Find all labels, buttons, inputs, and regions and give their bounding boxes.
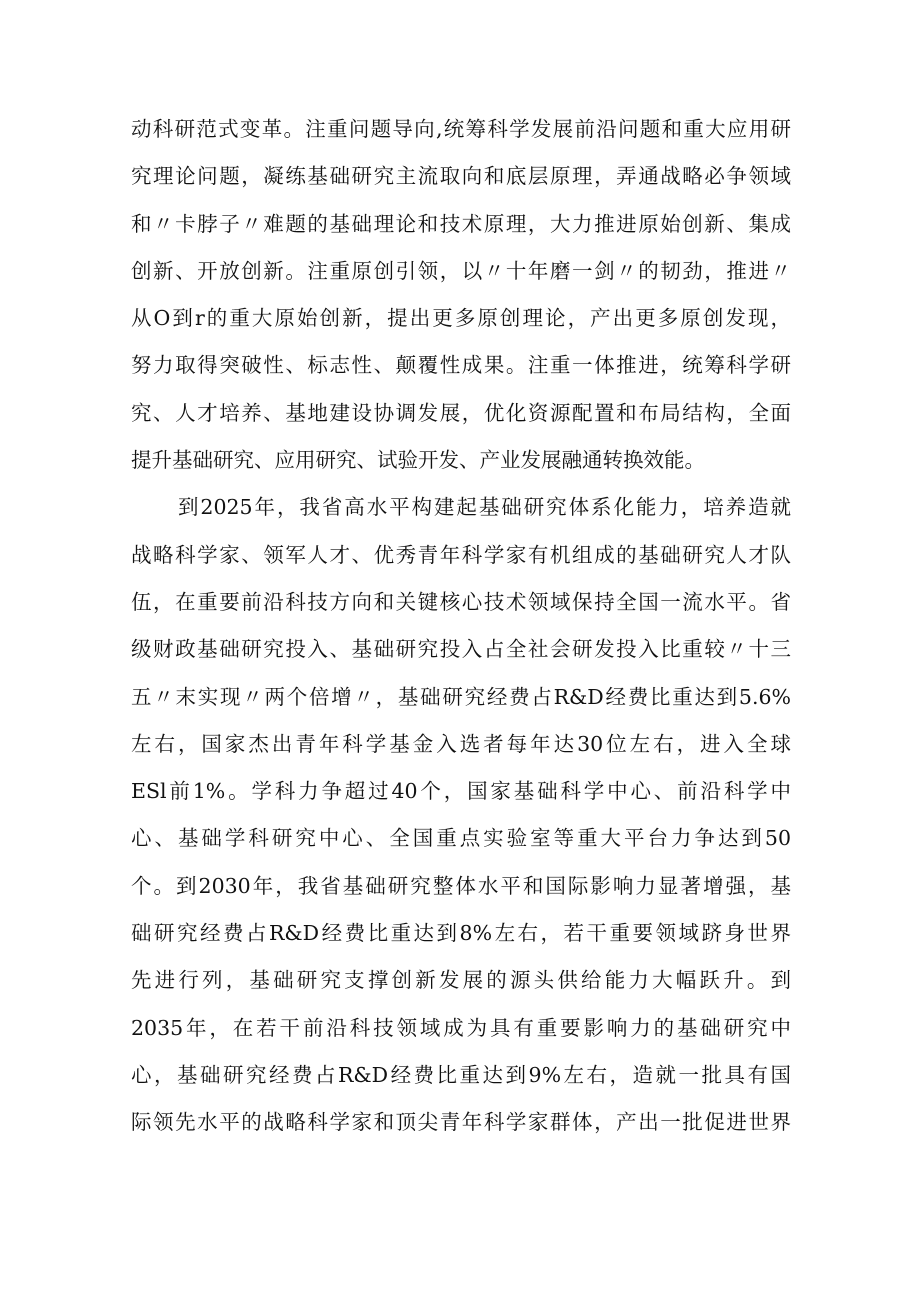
paragraph-2-line-7: ESl前1%。学科力争超过40个，国家基础科学中心、前沿科学中 [131, 779, 791, 804]
paragraph-2-line-5: 五〃末实现〃两个倍增〃，基础研究经费占R&D经费比重达到5.6% [131, 684, 791, 709]
paragraph-2-line-9: 个。到2030年，我省基础研究整体水平和国际影响力显著增强，基 [131, 873, 791, 898]
paragraph-2-line-6: 左右，国家杰出青年科学基金入选者每年达30位左右，进入全球 [131, 731, 791, 756]
paragraph-2-line-13: 心，基础研究经费占R&D经费比重达到9%左右，造就一批具有国 [131, 1062, 791, 1087]
paragraph-2-line-10: 础研究经费占R&D经费比重达到8%左右，若干重要领域跻身世界 [131, 921, 791, 946]
paragraph-1-line-6: 努力取得突破性、标志性、颠覆性成果。注重一体推进，统筹科学研 [131, 353, 791, 378]
paragraph-1-line-2: 究理论问题，凝练基础研究主流取向和底层原理，弄通战略必争领域 [131, 164, 791, 189]
paragraph-2-line-12: 2035年，在若干前沿科技领域成为具有重要影响力的基础研究中 [131, 1015, 791, 1040]
paragraph-2-line-8: 心、基础学科研究中心、全国重点实验室等重大平台力争达到50 [131, 826, 791, 851]
paragraph-2-line-3: 伍，在重要前沿科技方向和关键核心技术领域保持全国一流水平。省 [131, 589, 791, 614]
paragraph-1-line-5: 从O到r的重大原始创新，提出更多原创理论，产出更多原创发现， [131, 306, 791, 331]
paragraph-1-line-7: 究、人才培养、基地建设协调发展，优化资源配置和布局结构，全面 [131, 400, 791, 425]
body-text [131, 106, 791, 1147]
paragraph-2-line-1: 到2025年，我省高水平构建起基础研究体系化能力，培养造就 [178, 495, 791, 520]
paragraph-2-line-14: 际领先水平的战略科学家和顶尖青年科学家群体，产出一批促进世界 [131, 1110, 791, 1135]
paragraph-1-line-3: 和〃卡脖子〃难题的基础理论和技术原理，大力推进原始创新、集成 [131, 211, 791, 236]
paragraph-2-line-4: 级财政基础研究投入、基础研究投入占全社会研发投入比重较〃十三 [131, 637, 791, 662]
paragraph-1-line-1: 动科研范式变革。注重问题导向,统筹科学发展前沿问题和重大应用研 [131, 117, 791, 141]
paragraph-2-line-2: 战略科学家、领军人才、优秀青年科学家有机组成的基础研究人才队 [131, 542, 791, 567]
paragraph-1-line-4: 创新、开放创新。注重原创引领，以〃十年磨一剑〃的韧劲，推进〃 [131, 258, 791, 283]
paragraph-2-line-11: 先进行列，基础研究支撑创新发展的源头供给能力大幅跃升。到 [131, 968, 791, 993]
paragraph-1-line-8: 提升基础研究、应用研究、试验开发、产业发展融通转换效能。 [131, 448, 705, 473]
